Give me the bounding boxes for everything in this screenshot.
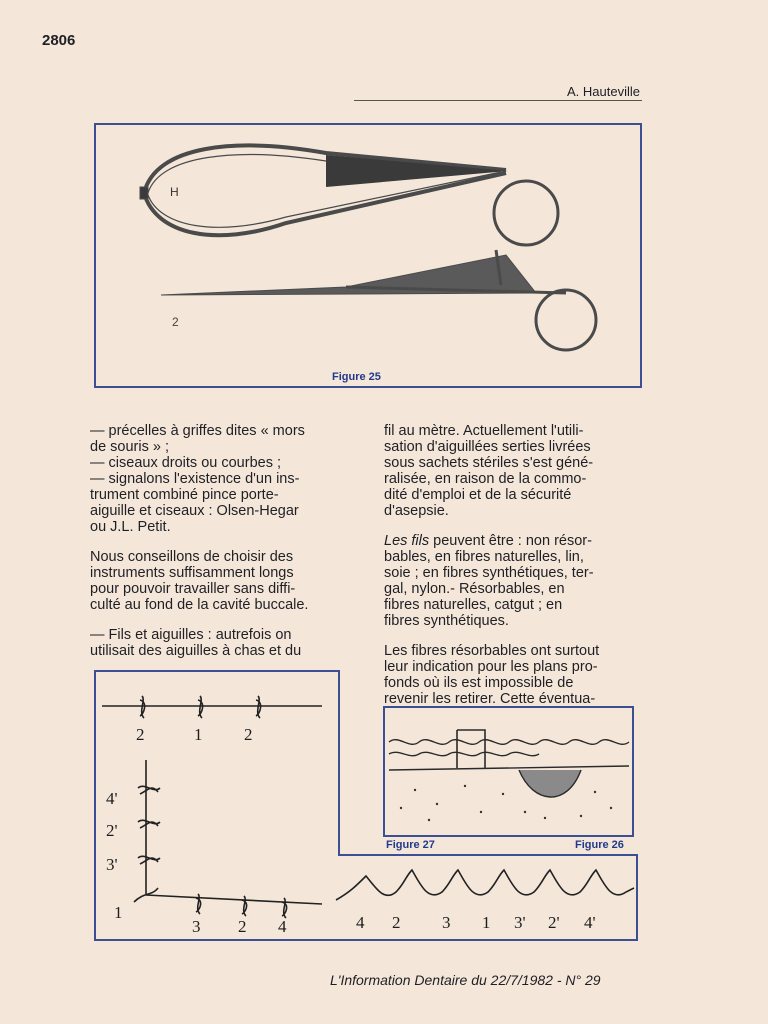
paragraph-resorbable: Les fibres résorbables ont surtout leur indication pour les plans pro- fonds où ils est impossible de revenir les retirer. Cette éventua-	[384, 643, 600, 707]
top-label-3: 2	[244, 725, 253, 744]
header-rule	[354, 100, 642, 101]
top-label-2: 1	[194, 725, 203, 744]
continuous-label-6: 2'	[548, 913, 560, 932]
bottom-label-3: 4	[278, 917, 287, 936]
left-column	[90, 423, 340, 673]
figure-25-caption: Figure 25	[332, 371, 381, 383]
figure-27-caption: Figure 27	[386, 839, 435, 851]
continuous-label-2: 2	[392, 913, 401, 932]
paragraph-instruments: — précelles à griffes dites « mors de souris » ; — ciseaux droits ou courbes ; — signalons l'existence d'un ins- trument combiné pince porte- aiguille et ciseaux : Olsen-Hegar ou J.L. Petit.	[90, 423, 305, 535]
tissue-section-drawing	[385, 708, 632, 835]
vertical-label-3: 3'	[106, 855, 118, 874]
paragraph-threads-intro: — Fils et aiguilles : autrefois on utilisait des aiguilles à chas et du	[90, 627, 302, 659]
continuous-label-1: 4	[356, 913, 365, 932]
needle-holder-drawing	[140, 146, 508, 236]
continuous-label-3: 3	[442, 913, 451, 932]
paragraph-thread-types: Les fils peuvent être : non résor- bables, en fibres naturelles, lin, soie ; en fibres synthétiques, ter- gal, nylon.- Résorbables, en fibres naturelles, catgut ; en fibres synthétiques.	[384, 533, 594, 629]
vertical-label-2: 2'	[106, 821, 118, 840]
figure-26-caption: Figure 26	[575, 839, 624, 851]
footer-citation: L'Information Dentaire du 22/7/1982 - N° 29	[330, 972, 601, 988]
continuous-label-5: 3'	[514, 913, 526, 932]
instrument-mark-h: H	[170, 185, 179, 199]
figure-25-frame	[94, 123, 642, 388]
bottom-label-2: 2	[238, 917, 247, 936]
instrument-mark-2: 2	[172, 315, 179, 329]
corner-label: 1	[114, 903, 123, 922]
figure-25-instruments	[96, 125, 640, 386]
bottom-label-1: 3	[192, 917, 201, 936]
continuous-label-7: 4'	[584, 913, 596, 932]
paragraph-advice: Nous conseillons de choisir des instruments suffisamment longs pour pouvoir travailler sans diffi- culté au fond de la cavité buccale.	[90, 549, 309, 613]
continuous-label-4: 1	[482, 913, 491, 932]
figure-27-frame	[383, 706, 634, 837]
top-label-1: 2	[136, 725, 145, 744]
scissors-drawing	[161, 181, 596, 350]
page-number: 2806	[42, 32, 76, 49]
author-name: A. Hauteville	[567, 84, 640, 99]
vertical-label-1: 4'	[106, 789, 118, 808]
paragraph-needles: fil au mètre. Actuellement l'utili- sation d'aiguillées serties livrées sous sachets stériles s'est géné- ralisée, en raison de la commo- dité d'emploi et de la sécurité d'asepsie.	[384, 423, 594, 519]
